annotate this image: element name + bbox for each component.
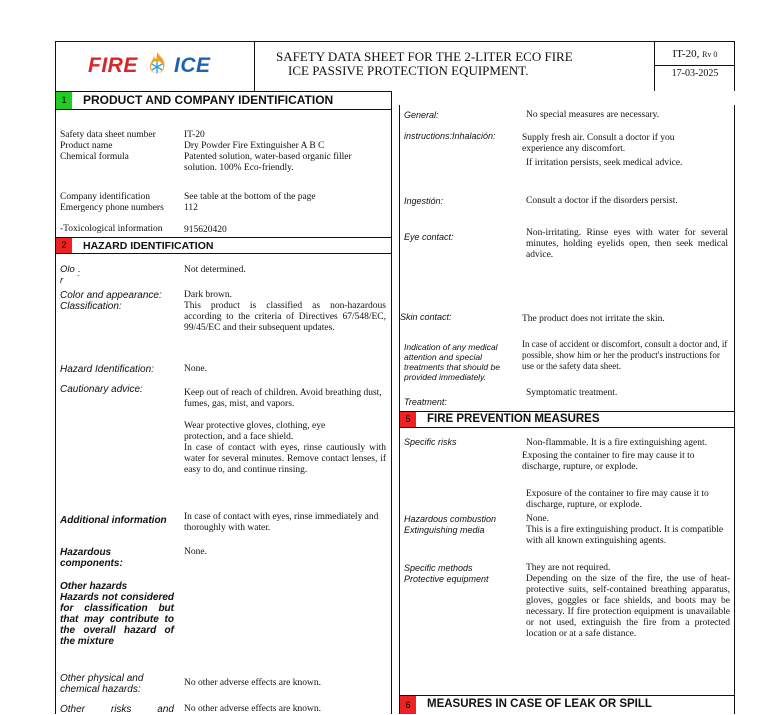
logo-ice-text: ICE [174, 54, 211, 77]
document-title [262, 50, 652, 78]
s1-value-product-name: Dry Powder Fire Extinguisher A B C [184, 141, 325, 151]
s2-label-hazard-id: Hazard Identification: [60, 364, 154, 375]
section6-number: 6 [400, 696, 416, 714]
s4-label-ingestion: Ingestión: [404, 196, 444, 206]
document-code [655, 48, 735, 60]
s1-label-product-name: Product name [60, 141, 113, 151]
s4-label-treatment: Treatment: [404, 397, 447, 407]
s5-label-protective-equipment: Protective equipment [404, 574, 489, 584]
s4-value-treatment: Symptomatic treatment. [526, 388, 618, 398]
section2-number: 2 [56, 238, 72, 253]
s2-detail-other-hazards: Hazards not considered for classification but that may contribute to the overall hazard of the mixture [60, 592, 174, 647]
s1-value-company-id: See table at the bottom of the page [184, 192, 316, 202]
s4-value-inhalation-1: Supply fresh air. Consult a doctor if you experience any discomfort. [522, 133, 675, 154]
s1-label-company-id: Company identification [60, 192, 150, 202]
s2-value-cautionary-3: In case of contact with eyes, rinse cautiously with water for several minutes. Remove contact lenses, if easy to do, and continue rinsing. [184, 443, 386, 475]
s5-label-extinguishing-media: Extinguishing media [404, 525, 485, 535]
section1-number: 1 [56, 92, 72, 109]
s5-value-protective-equipment: Depending on the size of the fire, the use of heat-protective suits, self-contained breathing apparatus, gloves, goggles or face shields, and boots may be necessary. If fire protection equipment is unavailable or not used, extinguish the fire from a protected location or at a safe distance. [526, 574, 730, 639]
s2-label-other-hazards: Other hazards [60, 581, 128, 592]
s4-value-eye-contact: Non-irritating. Rinse eyes with water for several minutes, holding eyelids open, then seek medical advice. [526, 228, 728, 260]
s2-value-classification: This product is classified as non-hazardous according to the criteria of Directives 67/548/EC, 99/45/EC and their subsequent updates. [184, 301, 386, 333]
s5-value-specific-risks-2: Exposing the container to fire may cause it to discharge, rupture, or explode. [522, 451, 695, 472]
s2-value-physchem: No other adverse effects are known. [184, 678, 321, 688]
s2-label-classification: Classification: [60, 301, 122, 312]
s4-label-indication: Indication of any medical attention and special treatments that should be provided immediately. [404, 342, 500, 382]
s2-value-odor: Not determined. [184, 265, 246, 275]
s4-value-inhalation-2: If irritation persists, seek medical advice. [526, 158, 683, 168]
s1-label-emergency-phone: Emergency phone numbers [60, 203, 164, 213]
flame-snowflake-icon [142, 50, 172, 80]
s2-value-color: Dark brown. [184, 290, 233, 300]
s2-value-other-risks: No other adverse effects are known. [184, 704, 321, 714]
s4-label-skin-contact: Skin contact: [400, 312, 452, 322]
s2-label-cautionary: Cautionary advice: [60, 384, 143, 395]
s5-value-hazardous-combustion: None. [526, 514, 549, 524]
s5-value-specific-risks-3: Exposure of the container to fire may cause it to discharge, rupture, or explode. [526, 489, 709, 510]
s1-value-emergency-phone: 112 [184, 203, 198, 213]
section2-title: HAZARD IDENTIFICATION [83, 240, 214, 252]
s2-label-color: Color and appearance: [60, 290, 162, 301]
s5-label-specific-risks: Specific risks [404, 437, 457, 447]
doc-code: IT-20, [672, 48, 700, 60]
s4-label-eye-contact: Eye contact: [404, 232, 454, 242]
s5-value-specific-methods: They are not required. [526, 563, 611, 573]
section1-title: PRODUCT AND COMPANY IDENTIFICATION [83, 93, 334, 107]
s1-value-sds-number: IT-20 [184, 130, 205, 140]
s5-value-extinguishing-media: This is a fire extinguishing product. It is compatible with all known extinguishing agents. [526, 525, 724, 546]
s4-value-ingestion: Consult a doctor if the disorders persist. [526, 196, 678, 206]
s2-label-other-risks: Other risks and [60, 704, 174, 715]
s4-label-inhalation: instructions:Inhalación: [404, 131, 496, 141]
s5-value-specific-risks-1: Non-flammable. It is a fire extinguishing agent. [526, 438, 707, 448]
s4-value-indication: In case of accident or discomfort, consult a doctor and, if possible, show him or her the product's instructions for use or the safety data sheet. [522, 339, 728, 371]
s2-label-additional-info: Additional information [60, 515, 167, 526]
s2-label-odor: Olo : r [60, 264, 80, 286]
document-date: 17-03-2025 [671, 68, 719, 79]
s2-label-hazardous-components: Hazardous components: [60, 547, 123, 569]
section5-title: FIRE PREVENTION MEASURES [427, 413, 600, 425]
s4-label-general: General: [404, 110, 439, 120]
s2-value-hazardous-components: None. [184, 547, 207, 557]
s1-label-sds-number: Safety data sheet number [60, 130, 156, 140]
s4-value-skin-contact: The product does not irritate the skin. [522, 314, 665, 324]
doc-revision: Rv 0 [702, 50, 718, 59]
document-title-line2: ICE PASSIVE PROTECTION EQUIPMENT. [288, 63, 529, 78]
document-title-line1: SAFETY DATA SHEET FOR THE 2-LITER ECO FIRE [276, 49, 573, 64]
s5-label-specific-methods: Specific methods [404, 563, 473, 573]
section5-number: 5 [400, 412, 416, 427]
section6-title: MEASURES IN CASE OF LEAK OR SPILL [427, 698, 652, 710]
s2-value-cautionary-1: Keep out of reach of children. Avoid breathing dust, fumes, gas, mist, and vapors. [184, 388, 382, 409]
s2-label-physchem: Other physical and chemical hazards: [60, 673, 144, 695]
s1-label-chemical-formula: Chemical formula [60, 152, 129, 162]
s5-label-hazardous-combustion: Hazardous combustion [404, 514, 497, 524]
logo-fire-text: FIRE [88, 54, 138, 77]
s1-value-toxicology: 915620420 [184, 225, 227, 235]
s2-value-hazard-id: None. [184, 364, 207, 374]
s2-value-cautionary-2: Wear protective gloves, clothing, eye protection, and a face shield. [184, 421, 326, 442]
s1-value-chemical-formula: Patented solution, water-based organic filler solution. 100% Eco-friendly. [184, 152, 352, 173]
s4-value-general: No special measures are necessary. [526, 110, 660, 120]
s2-value-additional-info: In case of contact with eyes, rinse immediately and thoroughly with water. [184, 512, 379, 533]
brand-logo [88, 50, 248, 80]
s1-label-toxicology: -Toxicological information [60, 224, 163, 234]
